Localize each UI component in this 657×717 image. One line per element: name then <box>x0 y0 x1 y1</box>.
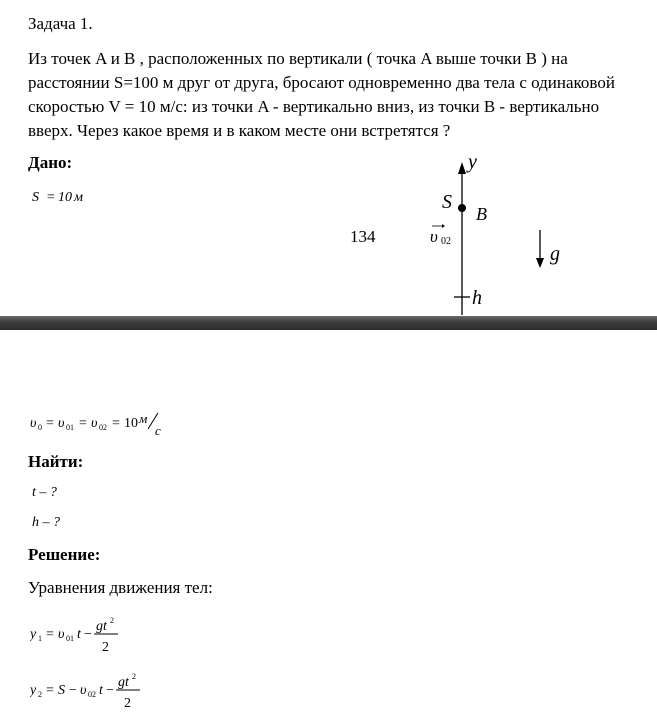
svg-text:υ: υ <box>80 683 87 698</box>
given-distance <box>32 186 112 211</box>
find-height: h – ? <box>32 515 60 530</box>
svg-text:1: 1 <box>38 634 42 643</box>
svg-text:S: S <box>58 683 65 698</box>
gravity-arrow-icon <box>536 258 544 268</box>
svg-text:=: = <box>46 683 54 698</box>
svg-text:02: 02 <box>88 690 96 699</box>
motion-equations-label: Уравнения движения тел: <box>28 578 213 597</box>
svg-text:м: м <box>74 190 83 205</box>
y-axis-label: y <box>468 151 477 173</box>
svg-text:t: t <box>77 627 81 642</box>
find-time: t – ? <box>32 485 57 500</box>
svg-text:=: = <box>46 190 56 205</box>
equation-y2 <box>30 670 200 717</box>
problem-statement: Из точек A и B , расположенных по вертикали ( точка A выше точки B ) на расстоянии S=100 м друг от друга, бросают одновременно два тела с одинаковой скоростью V = 10 м/с: из точки A - вертикально вниз, из точки B - вертикально вверх. Через какое время и в каком месте они встретятся ? <box>28 49 615 140</box>
svg-text:υ: υ <box>58 416 65 431</box>
svg-text:y: y <box>30 683 37 698</box>
svg-text:−: − <box>84 627 92 642</box>
svg-text:=: = <box>46 416 54 431</box>
velocity-subscript: 02 <box>441 236 451 247</box>
svg-text:2: 2 <box>132 672 136 681</box>
svg-text:м: м <box>139 411 148 426</box>
svg-text:gt: gt <box>118 675 129 690</box>
svg-text:с: с <box>155 423 161 437</box>
find-heading: Найти: <box>28 452 84 471</box>
svg-text:−: − <box>106 683 114 698</box>
svg-text:01: 01 <box>66 634 74 643</box>
svg-text:=: = <box>112 416 120 431</box>
motion-diagram <box>420 150 580 320</box>
svg-text:02: 02 <box>99 423 107 432</box>
task-title: Задача 1. <box>28 14 93 33</box>
page-separator <box>0 316 657 330</box>
svg-text:2: 2 <box>102 640 109 655</box>
given-heading: Дано: <box>28 153 73 172</box>
svg-text:=: = <box>46 627 54 642</box>
h-label: h <box>472 287 482 309</box>
svg-text:υ: υ <box>58 627 65 642</box>
svg-text:υ: υ <box>91 416 98 431</box>
svg-text:t: t <box>99 683 103 698</box>
y-axis-arrow-icon <box>458 162 466 174</box>
solution-heading: Решение: <box>28 545 101 564</box>
page-number: 134 <box>350 227 376 246</box>
svg-text:2: 2 <box>38 690 42 699</box>
svg-text:υ: υ <box>30 416 37 431</box>
vector-arrow-icon <box>442 224 445 228</box>
given-velocity <box>30 405 180 442</box>
b-label: B <box>476 204 487 224</box>
s-label: S <box>442 191 452 213</box>
svg-text:gt: gt <box>96 619 107 634</box>
svg-text:10: 10 <box>58 190 72 205</box>
y2-equation <box>30 670 200 712</box>
svg-text:2: 2 <box>124 696 131 711</box>
point-b <box>458 204 466 212</box>
svg-text:y: y <box>30 627 37 642</box>
velocity-label: υ <box>430 227 438 246</box>
gravity-label: g <box>550 243 560 265</box>
svg-text:−: − <box>69 683 77 698</box>
svg-text:10: 10 <box>124 416 138 431</box>
svg-text:01: 01 <box>66 423 74 432</box>
svg-text:2: 2 <box>110 616 114 625</box>
svg-text:=: = <box>79 416 87 431</box>
velocity-equation <box>30 405 180 437</box>
y1-equation <box>30 614 170 656</box>
svg-text:S: S <box>32 190 39 205</box>
equation-y1 <box>30 614 170 661</box>
svg-text:0: 0 <box>38 423 42 432</box>
distance-equation <box>32 186 112 206</box>
